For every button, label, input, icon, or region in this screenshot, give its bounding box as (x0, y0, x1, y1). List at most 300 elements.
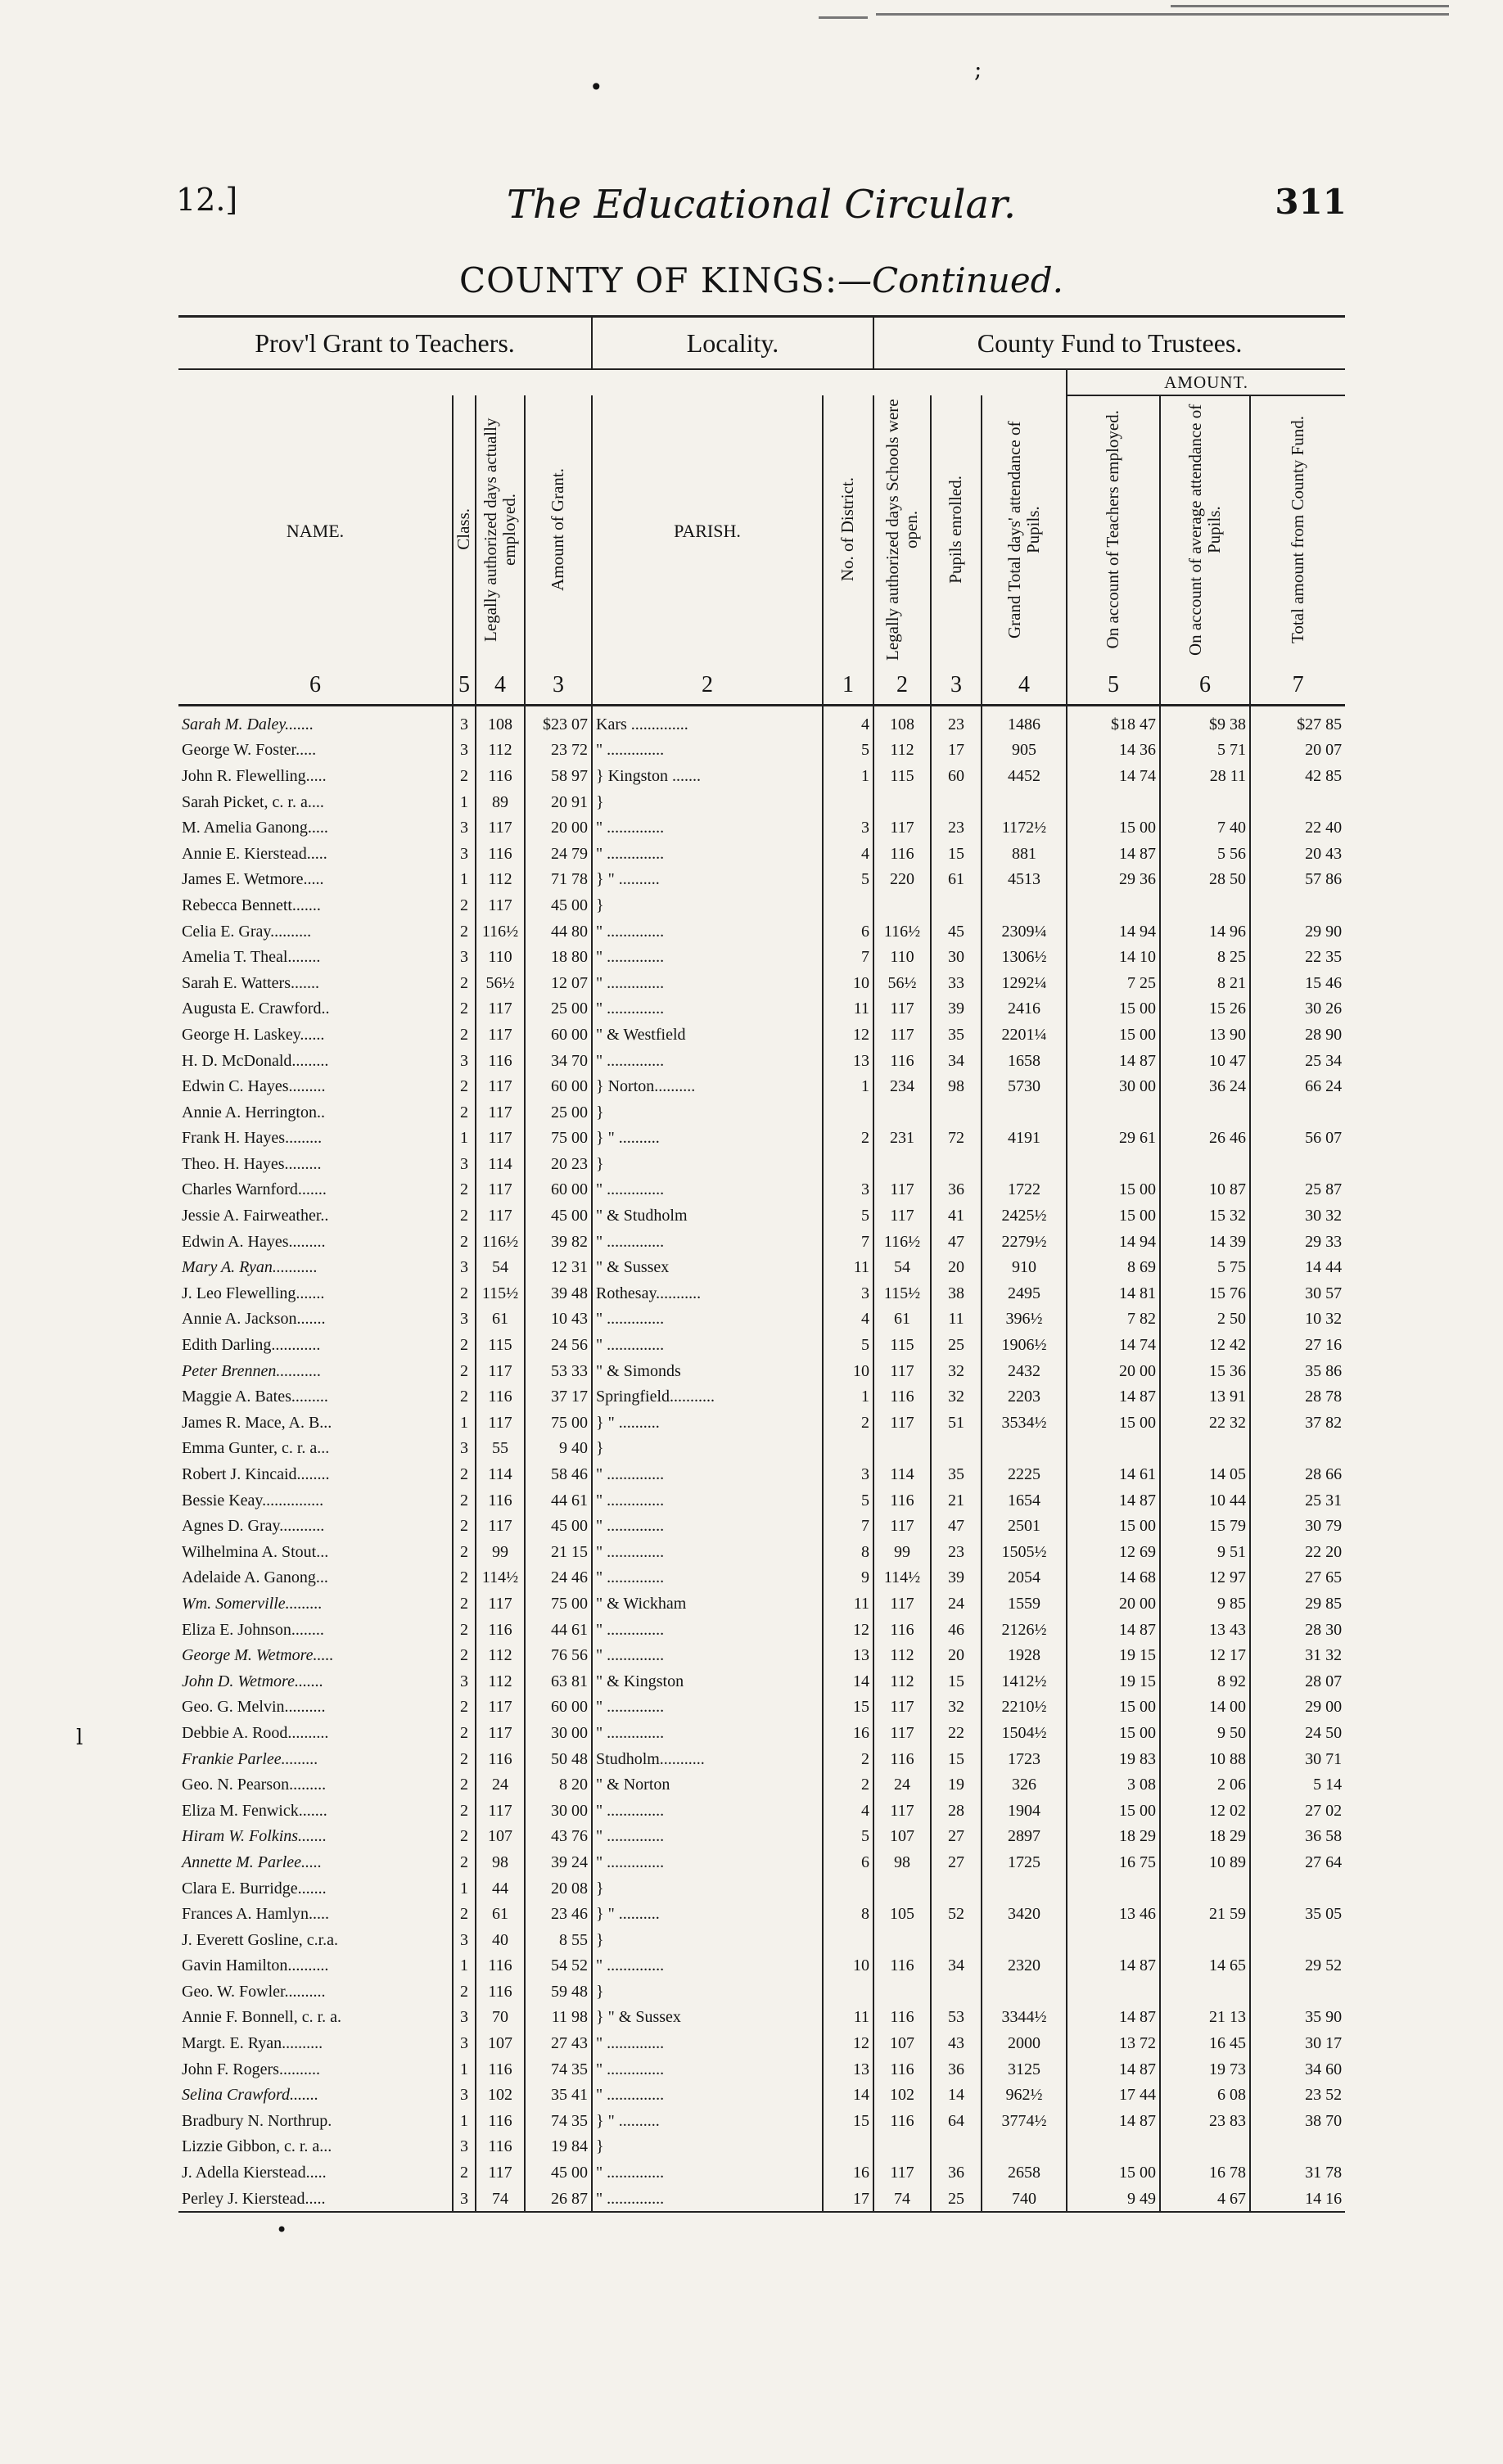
pupils-cell (931, 1099, 982, 1126)
col-header-grand-total: Grand Total days' attendance of Pupils. (1004, 420, 1044, 639)
grand-total-cell (982, 1151, 1067, 1177)
district-cell: 5 (823, 1332, 873, 1358)
grant-cell: 54 52 (525, 1953, 592, 1979)
legal-days-cell: 114½ (476, 1565, 525, 1591)
grant-cell: 30 00 (525, 1798, 592, 1824)
legal-days-cell: 117 (476, 1126, 525, 1152)
parish-cell: " .............. (592, 1229, 823, 1255)
legal-days-cell: 61 (476, 1901, 525, 1927)
district-cell (823, 1099, 873, 1126)
grand-total-cell: 1306½ (982, 944, 1067, 970)
pupils-cell (931, 1979, 982, 2005)
col-header-average-account: On account of average attendance of Pupils. (1185, 404, 1225, 656)
pupils-cell: 21 (931, 1487, 982, 1514)
table-row (178, 892, 1345, 918)
average-account-cell: 10 44 (1160, 1487, 1250, 1514)
parish-cell: } " .......... (592, 1901, 823, 1927)
pupils-cell: 72 (931, 1126, 982, 1152)
average-account-cell: 16 78 (1160, 2159, 1250, 2186)
legal-days-cell: 107 (476, 1824, 525, 1850)
average-account-cell: 9 50 (1160, 1720, 1250, 1746)
grand-total-cell: 3534½ (982, 1410, 1067, 1436)
legal-days-cell: 112 (476, 1642, 525, 1668)
teachers-account-cell (1067, 789, 1160, 815)
district-cell: 1 (823, 1383, 873, 1410)
days-open-cell: 117 (873, 1695, 931, 1721)
col-number: 3 (931, 666, 982, 706)
grant-cell: 19 84 (525, 2134, 592, 2160)
days-open-cell: 115 (873, 763, 931, 789)
table-row (178, 1927, 1345, 1953)
table-row (178, 1280, 1345, 1306)
grant-cell: 74 35 (525, 2056, 592, 2083)
class-cell: 1 (453, 1953, 476, 1979)
teacher-name: Selina Crawford....... (178, 2082, 453, 2108)
legal-days-cell: 116 (476, 841, 525, 867)
total-fund-cell: 20 07 (1305, 741, 1343, 760)
grant-cell: 39 82 (525, 1229, 592, 1255)
district-cell: 14 (823, 1668, 873, 1695)
table-row (178, 1461, 1345, 1487)
pupils-cell: 36 (931, 2159, 982, 2186)
average-account-cell: 13 91 (1160, 1383, 1250, 1410)
grand-total-cell: 2501 (982, 1513, 1067, 1539)
pupils-cell: 15 (931, 1746, 982, 1772)
journal-title: The Educational Circular. (506, 182, 1017, 228)
average-account-cell: 10 47 (1160, 1048, 1250, 1074)
grand-total-cell: 1654 (982, 1487, 1067, 1514)
district-cell: 11 (823, 2005, 873, 2031)
days-open-cell: 116 (873, 1617, 931, 1643)
district-cell (823, 789, 873, 815)
days-open-cell: 114 (873, 1461, 931, 1487)
grant-cell: 58 97 (525, 763, 592, 789)
average-account-cell: 22 32 (1160, 1410, 1250, 1436)
district-cell: 5 (823, 738, 873, 764)
district-cell: 6 (823, 1849, 873, 1875)
class-cell: 3 (453, 1151, 476, 1177)
parish-cell: " .............. (592, 918, 823, 945)
total-fund-cell: 29 90 (1305, 922, 1343, 941)
total-fund-cell: 5 14 (1313, 1776, 1343, 1794)
table-row (178, 1849, 1345, 1875)
legal-days-cell: 117 (476, 1410, 525, 1436)
legal-days-cell: 116 (476, 1383, 525, 1410)
grand-total-cell (982, 2134, 1067, 2160)
total-fund-cell: 29 00 (1305, 1698, 1343, 1717)
district-cell: 2 (823, 1746, 873, 1772)
legal-days-cell: 116 (476, 2108, 525, 2134)
col-number: 6 (1160, 666, 1250, 706)
legal-days-cell: 116 (476, 1617, 525, 1643)
class-cell: 3 (453, 706, 476, 738)
district-cell: 17 (823, 2186, 873, 2213)
average-account-cell (1160, 1875, 1250, 1902)
class-cell: 2 (453, 1383, 476, 1410)
class-cell: 3 (453, 2186, 476, 2213)
pupils-cell: 20 (931, 1254, 982, 1280)
grant-cell: 60 00 (525, 1695, 592, 1721)
class-cell: 2 (453, 1695, 476, 1721)
teacher-name: Geo. N. Pearson......... (178, 1771, 453, 1798)
teacher-name: Rebecca Bennett....... (178, 892, 453, 918)
parish-cell: " .............. (592, 1565, 823, 1591)
legal-days-cell: 117 (476, 1591, 525, 1617)
pupils-cell: 27 (931, 1824, 982, 1850)
grant-cell: 24 46 (525, 1565, 592, 1591)
pupils-cell: 36 (931, 1177, 982, 1203)
teacher-name: Lizzie Gibbon, c. r. a... (178, 2134, 453, 2160)
teachers-account-cell: 14 81 (1067, 1280, 1160, 1306)
class-cell: 2 (453, 1229, 476, 1255)
total-fund-cell: 22 35 (1305, 948, 1343, 967)
pupils-cell (931, 1436, 982, 1462)
class-cell: 2 (453, 892, 476, 918)
table-row (178, 1642, 1345, 1668)
legal-days-cell: 114 (476, 1461, 525, 1487)
teacher-name: Annie F. Bonnell, c. r. a. (178, 2005, 453, 2031)
grand-total-cell: 2320 (982, 1953, 1067, 1979)
legal-days-cell: 116 (476, 2056, 525, 2083)
grand-total-cell: 326 (982, 1771, 1067, 1798)
pupils-cell: 38 (931, 1280, 982, 1306)
district-cell: 16 (823, 1720, 873, 1746)
district-cell: 10 (823, 1953, 873, 1979)
total-fund-cell: 30 26 (1305, 1000, 1343, 1018)
pupils-cell: 47 (931, 1513, 982, 1539)
pupils-cell: 19 (931, 1771, 982, 1798)
total-fund-cell (1250, 1875, 1345, 1902)
teacher-name: George W. Foster..... (178, 738, 453, 764)
average-account-cell: 12 17 (1160, 1642, 1250, 1668)
group-header-trustees: County Fund to Trustees. (873, 317, 1345, 370)
class-cell: 2 (453, 1849, 476, 1875)
days-open-cell (873, 789, 931, 815)
col-header-name: NAME. (178, 395, 453, 666)
teachers-account-cell: 15 00 (1067, 2159, 1160, 2186)
average-account-cell (1160, 1927, 1250, 1953)
teachers-account-cell: 8 69 (1067, 1254, 1160, 1280)
col-number: 2 (873, 666, 931, 706)
average-account-cell: 2 50 (1160, 1306, 1250, 1333)
days-open-cell: 115½ (873, 1280, 931, 1306)
teachers-account-cell: 13 46 (1067, 1901, 1160, 1927)
pupils-cell: 46 (931, 1617, 982, 1643)
district-cell (823, 1979, 873, 2005)
table-row (178, 1746, 1345, 1772)
class-cell: 3 (453, 2082, 476, 2108)
average-account-cell: 15 26 (1160, 996, 1250, 1022)
teachers-account-cell: 14 94 (1067, 1229, 1160, 1255)
col-number: 5 (1067, 666, 1160, 706)
average-account-cell: 15 32 (1160, 1203, 1250, 1229)
pupils-cell: 32 (931, 1383, 982, 1410)
pupils-cell (931, 2134, 982, 2160)
teacher-name: Frankie Parlee......... (178, 1746, 453, 1772)
average-account-cell: 10 88 (1160, 1746, 1250, 1772)
total-fund-cell: 30 17 (1305, 2034, 1343, 2053)
teacher-name: Annie E. Kierstead..... (178, 841, 453, 867)
teacher-name: M. Amelia Ganong..... (178, 815, 453, 841)
legal-days-cell: 108 (476, 706, 525, 738)
parish-cell: " .............. (592, 2186, 823, 2213)
legal-days-cell: 112 (476, 867, 525, 893)
teachers-account-cell: 9 49 (1067, 2186, 1160, 2213)
grant-cell: 39 48 (525, 1280, 592, 1306)
grant-cell: 20 23 (525, 1151, 592, 1177)
grant-cell: 20 91 (525, 789, 592, 815)
pupils-cell: 47 (931, 1229, 982, 1255)
col-header-district: No. of District. (837, 476, 858, 582)
table-row (178, 1383, 1345, 1410)
section-suffix: —Continued. (837, 260, 1063, 300)
parish-cell: " .............. (592, 1798, 823, 1824)
total-fund-cell: 25 34 (1305, 1051, 1343, 1070)
grant-cell: 45 00 (525, 1203, 592, 1229)
parish-cell: " & Simonds (592, 1358, 823, 1384)
total-fund-cell: 27 02 (1305, 1801, 1343, 1820)
total-fund-cell: 31 32 (1305, 1646, 1343, 1665)
teacher-name: Augusta E. Crawford.. (178, 996, 453, 1022)
grand-total-cell: 2225 (982, 1461, 1067, 1487)
teachers-account-cell (1067, 1979, 1160, 2005)
total-fund-cell: 66 24 (1305, 1077, 1343, 1096)
grand-total-cell (982, 1927, 1067, 1953)
days-open-cell: 98 (873, 1849, 931, 1875)
district-cell (823, 1927, 873, 1953)
grant-cell: 50 48 (525, 1746, 592, 1772)
district-cell (823, 892, 873, 918)
table-row (178, 2134, 1345, 2160)
teachers-account-cell: 14 87 (1067, 1048, 1160, 1074)
average-account-cell: 15 36 (1160, 1358, 1250, 1384)
district-cell: 4 (823, 1306, 873, 1333)
teacher-name: Annie A. Herrington.. (178, 1099, 453, 1126)
table-row (178, 1668, 1345, 1695)
teachers-account-cell (1067, 1099, 1160, 1126)
pupils-cell: 53 (931, 2005, 982, 2031)
grand-total-cell: 2897 (982, 1824, 1067, 1850)
class-cell: 2 (453, 1901, 476, 1927)
grant-cell: 44 80 (525, 918, 592, 945)
days-open-cell (873, 1099, 931, 1126)
pupils-cell: 39 (931, 1565, 982, 1591)
legal-days-cell: 114 (476, 1151, 525, 1177)
total-fund-cell: 15 46 (1305, 973, 1343, 992)
teachers-account-cell: 13 72 (1067, 2030, 1160, 2056)
grand-total-cell: 1928 (982, 1642, 1067, 1668)
district-cell: 13 (823, 1048, 873, 1074)
teachers-account-cell: 14 61 (1067, 1461, 1160, 1487)
table-row (178, 1358, 1345, 1384)
legal-days-cell: 116 (476, 1979, 525, 2005)
grand-total-cell (982, 1875, 1067, 1902)
district-cell: 9 (823, 1565, 873, 1591)
class-cell: 2 (453, 1642, 476, 1668)
pupils-cell: 41 (931, 1203, 982, 1229)
table-row (178, 1565, 1345, 1591)
teachers-account-cell: 7 82 (1067, 1306, 1160, 1333)
grant-cell: 8 20 (525, 1771, 592, 1798)
grant-cell: 74 35 (525, 2108, 592, 2134)
table-row (178, 1771, 1345, 1798)
teacher-name: John D. Wetmore....... (178, 1668, 453, 1695)
top-edge-marks (819, 5, 1457, 29)
legal-days-cell: 117 (476, 1177, 525, 1203)
pupils-cell: 32 (931, 1358, 982, 1384)
average-account-cell: 12 02 (1160, 1798, 1250, 1824)
teacher-name: Edith Darling............ (178, 1332, 453, 1358)
district-cell: 4 (823, 1798, 873, 1824)
total-fund-cell: 56 07 (1305, 1129, 1343, 1148)
grant-cell: 21 15 (525, 1539, 592, 1565)
average-account-cell: 8 25 (1160, 944, 1250, 970)
grand-total-cell: 3344½ (982, 2005, 1067, 2031)
table-row (178, 738, 1345, 764)
average-account-cell: 5 75 (1160, 1254, 1250, 1280)
district-cell: 11 (823, 996, 873, 1022)
column-number-row (178, 666, 1345, 706)
grant-cell: 53 33 (525, 1358, 592, 1384)
total-fund-cell: 23 52 (1305, 2086, 1343, 2105)
class-cell: 2 (453, 1461, 476, 1487)
col-number: 2 (592, 666, 823, 706)
table-row (178, 1824, 1345, 1850)
teachers-account-cell: 14 87 (1067, 1953, 1160, 1979)
total-fund-cell: 38 70 (1305, 2111, 1343, 2130)
pupils-cell (931, 1151, 982, 1177)
legal-days-cell: 117 (476, 1022, 525, 1048)
class-cell: 2 (453, 1591, 476, 1617)
class-cell: 2 (453, 1979, 476, 2005)
days-open-cell: 114½ (873, 1565, 931, 1591)
teacher-name: Peter Brennen........... (178, 1358, 453, 1384)
average-account-cell: 26 46 (1160, 1126, 1250, 1152)
teacher-name: John R. Flewelling..... (178, 763, 453, 789)
total-fund-cell: 35 90 (1305, 2008, 1343, 2027)
col-header-legal-days: Legally authorized days actually employed. (480, 417, 519, 642)
grant-cell: 71 78 (525, 867, 592, 893)
days-open-cell: 102 (873, 2082, 931, 2108)
grant-cell: 44 61 (525, 1617, 592, 1643)
district-cell: 1 (823, 763, 873, 789)
class-cell: 3 (453, 2005, 476, 2031)
teacher-name: Hiram W. Folkins....... (178, 1824, 453, 1850)
pupils-cell: 34 (931, 1048, 982, 1074)
class-cell: 2 (453, 970, 476, 996)
teachers-account-cell: 15 00 (1067, 1720, 1160, 1746)
teacher-name: Debbie A. Rood.......... (178, 1720, 453, 1746)
average-account-cell (1160, 1979, 1250, 2005)
total-fund-cell: 14 16 (1250, 2186, 1345, 2213)
average-account-cell: 5 71 (1160, 738, 1250, 764)
grant-cell: 24 56 (525, 1332, 592, 1358)
total-fund-cell: 25 87 (1305, 1180, 1343, 1199)
table-row (178, 1229, 1345, 1255)
legal-days-cell: 117 (476, 1798, 525, 1824)
legal-days-cell: 117 (476, 1099, 525, 1126)
average-account-cell: 2 06 (1160, 1771, 1250, 1798)
total-fund-cell: 34 60 (1305, 2060, 1343, 2078)
days-open-cell: 108 (873, 706, 931, 738)
grant-cell: $23 07 (525, 706, 592, 738)
legal-days-cell: 117 (476, 1358, 525, 1384)
days-open-cell (873, 1436, 931, 1462)
parish-cell: " .............. (592, 2082, 823, 2108)
parish-cell: } Norton.......... (592, 1073, 823, 1099)
days-open-cell: 112 (873, 1668, 931, 1695)
teacher-name: Celia E. Gray.......... (178, 918, 453, 945)
total-fund-cell: 28 90 (1305, 1025, 1343, 1044)
teachers-account-cell: 14 87 (1067, 2056, 1160, 2083)
district-cell: 13 (823, 1642, 873, 1668)
col-header-days-open: Legally authorized days Schools were open. (882, 398, 922, 661)
legal-days-cell: 117 (476, 1203, 525, 1229)
days-open-cell: 117 (873, 1203, 931, 1229)
class-cell: 3 (453, 944, 476, 970)
table-row (178, 1436, 1345, 1462)
teachers-account-cell: 15 00 (1067, 1695, 1160, 1721)
table-row (178, 2005, 1345, 2031)
average-account-cell: 12 97 (1160, 1565, 1250, 1591)
teacher-name: George M. Wetmore..... (178, 1642, 453, 1668)
class-cell: 2 (453, 1720, 476, 1746)
district-cell: 11 (823, 1591, 873, 1617)
class-cell: 1 (453, 1410, 476, 1436)
parish-cell: " .............. (592, 1513, 823, 1539)
average-account-cell (1160, 1436, 1250, 1462)
legal-days-cell: 54 (476, 1254, 525, 1280)
parish-cell: Kars .............. (592, 706, 823, 738)
pupils-cell: 23 (931, 706, 982, 738)
class-cell: 2 (453, 1073, 476, 1099)
pupils-cell: 39 (931, 996, 982, 1022)
teacher-name: Theo. H. Hayes......... (178, 1151, 453, 1177)
table-row (178, 2056, 1345, 2083)
teachers-account-cell (1067, 1151, 1160, 1177)
total-fund-cell: 31 78 (1305, 2164, 1343, 2182)
class-cell: 1 (453, 1875, 476, 1902)
total-fund-cell: 25 31 (1305, 1491, 1343, 1510)
district-cell: 7 (823, 944, 873, 970)
days-open-cell: 99 (873, 1539, 931, 1565)
pupils-cell: 28 (931, 1798, 982, 1824)
parish-cell: } (592, 1927, 823, 1953)
average-account-cell (1160, 1151, 1250, 1177)
days-open-cell: 234 (873, 1073, 931, 1099)
teacher-name: Wilhelmina A. Stout... (178, 1539, 453, 1565)
average-account-cell: 6 08 (1160, 2082, 1250, 2108)
grand-total-cell: 1725 (982, 1849, 1067, 1875)
average-account-cell: 10 89 (1160, 1849, 1250, 1875)
total-fund-cell: 29 33 (1305, 1232, 1343, 1251)
class-cell: 1 (453, 2056, 476, 2083)
total-fund-cell: 22 40 (1305, 819, 1343, 837)
grand-total-cell (982, 789, 1067, 815)
teacher-name: Jessie A. Fairweather.. (178, 1203, 453, 1229)
table-row (178, 1177, 1345, 1203)
table-row (178, 706, 1345, 738)
average-account-cell: 14 00 (1160, 1695, 1250, 1721)
teacher-name: Annette M. Parlee..... (178, 1849, 453, 1875)
stray-semicolon: ; (974, 56, 982, 83)
col-number: 4 (982, 666, 1067, 706)
col-number: 5 (453, 666, 476, 706)
district-cell (823, 1875, 873, 1902)
pupils-cell: 61 (931, 867, 982, 893)
table-row (178, 1073, 1345, 1099)
parish-cell: } (592, 1436, 823, 1462)
